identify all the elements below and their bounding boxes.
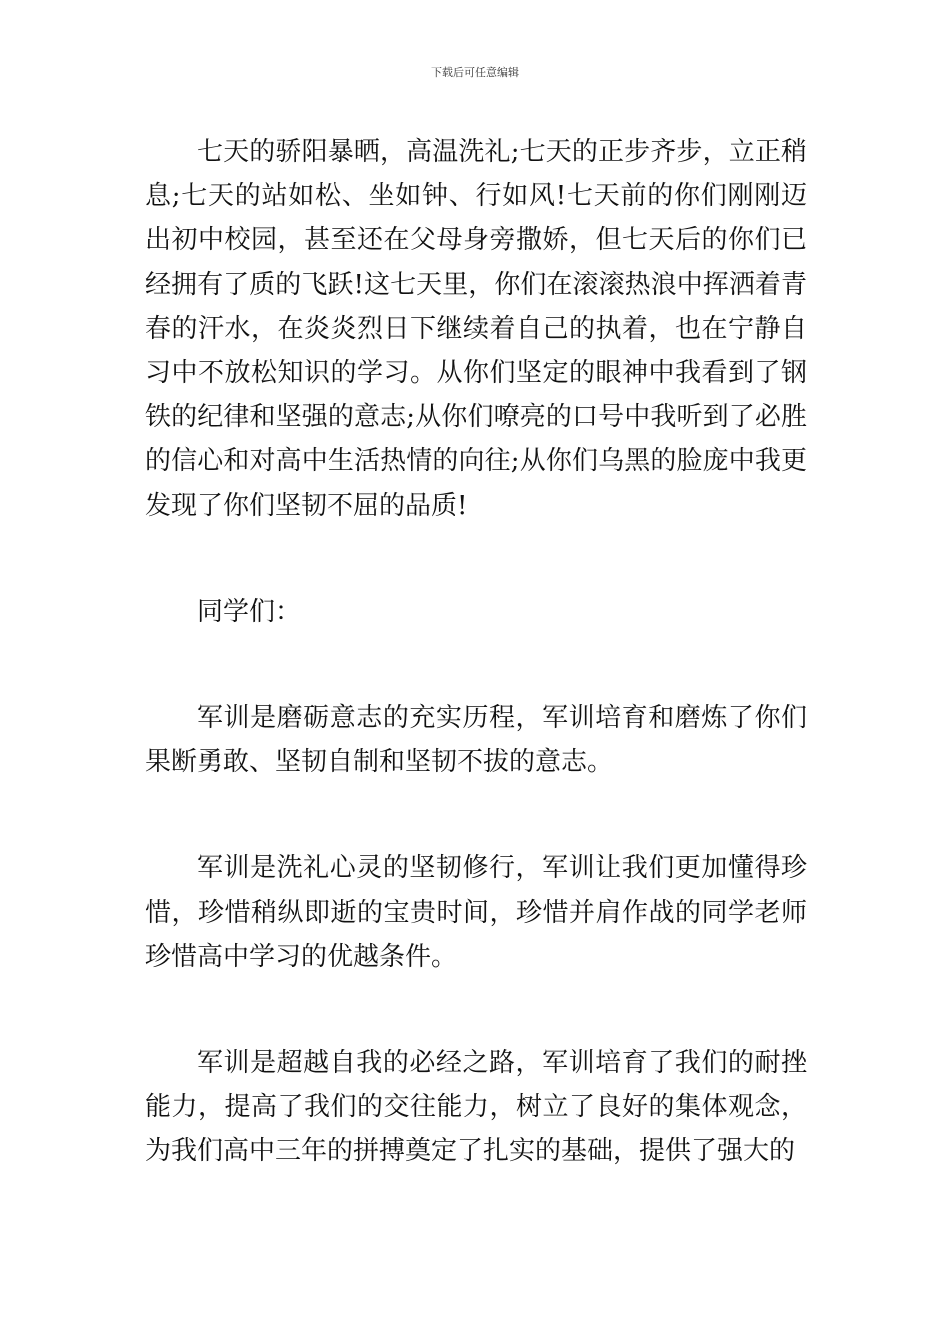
document-body (145, 130, 807, 1174)
paragraph-self-transcendence: 军训是超越自我的必经之路，军训培育了我们的耐挫能力，提高了我们的交往能力，树立了良好的集体观念，为我们高中三年的拼搏奠定了扎实的基础，提供了强大的 (145, 1048, 807, 1167)
paragraph-salutation: 同学们： (197, 596, 302, 627)
header-note: 下载后可任意编辑 (431, 66, 519, 79)
paragraph-military-training-week: 七天的骄阳暴晒，高温洗礼;七天的正步齐步，立正稍息;七天的站如松、坐如钟、行如风!七天前的你们刚刚迈出初中校园，甚至还在父母身旁撒娇，但七天后的你们已经拥有了质的飞跃!这七天里，你们在滚滚热浪中挥洒着青春的汗水，在炎炎烈日下继续着自己的执着，也在宁静自习中不放松知识的学习。从你们坚定的眼神中我看到了钢铁的纪律和坚强的意志;从你们嘹亮的口号中我听到了必胜的信心和对高中生活热情的向往;从你们乌黑的脸庞中我更发现了你们坚韧不屈的品质! (145, 137, 807, 521)
paragraph-willpower: 军训是磨砺意志的充实历程，军训培育和磨炼了你们果断勇敢、坚韧自制和坚韧不拔的意志。 (145, 703, 807, 778)
paragraph-cherish: 军训是洗礼心灵的坚韧修行，军训让我们更加懂得珍惜，珍惜稍纵即逝的宝贵时间，珍惜并肩作战的同学老师珍惜高中学习的优越条件。 (145, 853, 807, 972)
